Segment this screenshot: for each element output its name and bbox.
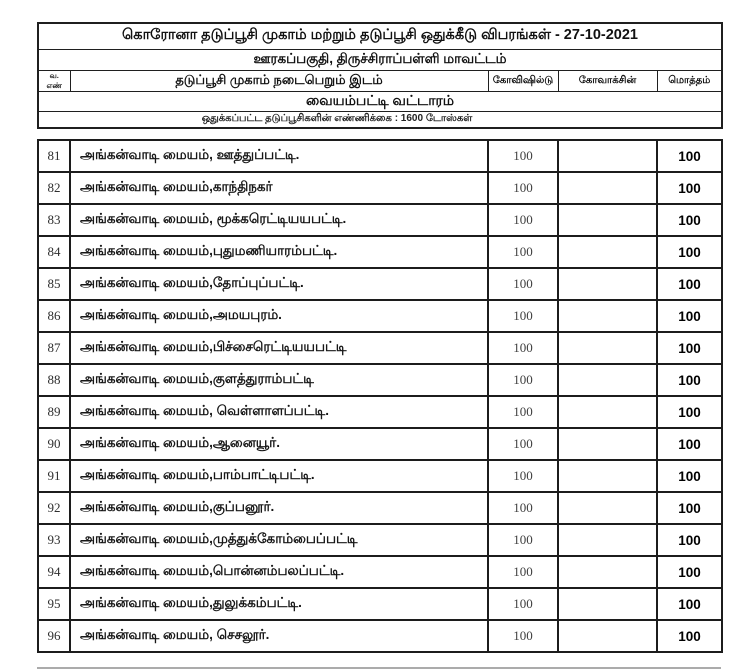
row-serial-number: 88 <box>38 364 70 396</box>
row-total-count: 100 <box>657 396 722 428</box>
block-section-title: வையம்பட்டி வட்டாரம் <box>38 91 722 111</box>
allocation-note: ஒதுக்கப்பட்ட தடுப்பூசிகளின் எண்ணிக்கை : 1600 டோஸ்கள் <box>38 111 722 128</box>
row-total-count: 100 <box>657 620 722 652</box>
row-total-count: 100 <box>657 268 722 300</box>
row-total-count: 100 <box>657 172 722 204</box>
row-covishield-count: 100 <box>488 204 558 236</box>
row-covishield-count: 100 <box>488 300 558 332</box>
row-total-count: 100 <box>657 364 722 396</box>
row-location: அங்கன்வாடி மையம்,தோப்புப்பட்டி. <box>70 268 488 300</box>
table-row <box>38 332 722 364</box>
column-header-serial: வ. எண் <box>38 70 70 91</box>
row-covaxin-count <box>558 268 657 300</box>
table-row <box>38 204 722 236</box>
row-location: அங்கன்வாடி மையம், செசலூர். <box>70 620 488 652</box>
row-serial-number: 96 <box>38 620 70 652</box>
column-header-total: மொத்தம் <box>657 70 722 91</box>
row-covishield-count: 100 <box>488 620 558 652</box>
row-location: அங்கன்வாடி மையம், வெள்ளாளப்பட்டி. <box>70 396 488 428</box>
row-covaxin-count <box>558 172 657 204</box>
row-location: அங்கன்வாடி மையம்,குளத்துராம்பட்டி <box>70 364 488 396</box>
row-total-count: 100 <box>657 524 722 556</box>
table-row <box>38 396 722 428</box>
row-covaxin-count <box>558 556 657 588</box>
row-location: அங்கன்வாடி மையம், மூக்கரெட்டியயபட்டி. <box>70 204 488 236</box>
row-location: அங்கன்வாடி மையம்,புதுமணியாரம்பட்டி. <box>70 236 488 268</box>
row-total-count: 100 <box>657 588 722 620</box>
table-row <box>38 300 722 332</box>
table-row <box>38 428 722 460</box>
row-covishield-count: 100 <box>488 396 558 428</box>
row-location: அங்கன்வாடி மையம், ஊத்துப்பட்டி. <box>70 140 488 172</box>
row-serial-number: 87 <box>38 332 70 364</box>
row-serial-number: 86 <box>38 300 70 332</box>
row-covaxin-count <box>558 364 657 396</box>
row-location: அங்கன்வாடி மையம்,காந்திநகர் <box>70 172 488 204</box>
row-covaxin-count <box>558 524 657 556</box>
row-serial-number: 83 <box>38 204 70 236</box>
row-covaxin-count <box>558 492 657 524</box>
row-total-count: 100 <box>657 428 722 460</box>
table-row <box>38 620 722 652</box>
row-serial-number: 84 <box>38 236 70 268</box>
table-row <box>38 236 722 268</box>
row-location: அங்கன்வாடி மையம்,பிச்சைரெட்டியயபட்டி <box>70 332 488 364</box>
row-serial-number: 89 <box>38 396 70 428</box>
row-serial-number: 95 <box>38 588 70 620</box>
row-location: அங்கன்வாடி மையம்,பாம்பாட்டிபட்டி. <box>70 460 488 492</box>
row-covaxin-count <box>558 620 657 652</box>
row-location: அங்கன்வாடி மையம்,குப்பனூர். <box>70 492 488 524</box>
report-header-table <box>37 22 723 129</box>
row-serial-number: 91 <box>38 460 70 492</box>
row-serial-number: 94 <box>38 556 70 588</box>
row-total-count: 100 <box>657 332 722 364</box>
row-covishield-count: 100 <box>488 492 558 524</box>
row-covaxin-count <box>558 204 657 236</box>
row-location: அங்கன்வாடி மையம்,துலுக்கம்பட்டி. <box>70 588 488 620</box>
table-row <box>38 460 722 492</box>
page-title: கொரோனா தடுப்பூசி முகாம் மற்றும் தடுப்பூசி ஒதுக்கீடு விபரங்கள் - 27-10-2021 <box>38 23 722 49</box>
row-total-count: 100 <box>657 140 722 172</box>
table-row <box>38 588 722 620</box>
row-covishield-count: 100 <box>488 332 558 364</box>
row-covishield-count: 100 <box>488 364 558 396</box>
row-location: அங்கன்வாடி மையம்,முத்துக்கோம்பைப்பட்டி <box>70 524 488 556</box>
column-header-covaxin: கோவாக்சின் <box>558 70 657 91</box>
row-location: அங்கன்வாடி மையம்,அமயபுரம். <box>70 300 488 332</box>
cutoff-next-row-line <box>37 667 721 669</box>
row-total-count: 100 <box>657 300 722 332</box>
row-covaxin-count <box>558 140 657 172</box>
row-covishield-count: 100 <box>488 236 558 268</box>
row-covaxin-count <box>558 236 657 268</box>
table-row <box>38 524 722 556</box>
row-covishield-count: 100 <box>488 140 558 172</box>
page-subtitle: ஊரகப்பகுதி, திருச்சிராப்பள்ளி மாவட்டம் <box>38 49 722 70</box>
column-header-covishield: கோவிஷில்டு <box>488 70 558 91</box>
row-serial-number: 81 <box>38 140 70 172</box>
row-serial-number: 92 <box>38 492 70 524</box>
row-covishield-count: 100 <box>488 460 558 492</box>
row-covishield-count: 100 <box>488 268 558 300</box>
row-covaxin-count <box>558 588 657 620</box>
row-serial-number: 90 <box>38 428 70 460</box>
row-covishield-count: 100 <box>488 588 558 620</box>
row-total-count: 100 <box>657 236 722 268</box>
row-covishield-count: 100 <box>488 428 558 460</box>
row-serial-number: 82 <box>38 172 70 204</box>
table-row <box>38 268 722 300</box>
table-row <box>38 172 722 204</box>
row-serial-number: 93 <box>38 524 70 556</box>
row-location: அங்கன்வாடி மையம்,பொன்னம்பலப்பட்டி. <box>70 556 488 588</box>
row-covishield-count: 100 <box>488 524 558 556</box>
table-row <box>38 556 722 588</box>
row-total-count: 100 <box>657 204 722 236</box>
vaccination-camps-table <box>37 139 723 653</box>
row-covaxin-count <box>558 396 657 428</box>
row-covaxin-count <box>558 300 657 332</box>
column-header-location: தடுப்பூசி முகாம் நடைபெறும் இடம் <box>70 70 488 91</box>
row-covishield-count: 100 <box>488 556 558 588</box>
row-total-count: 100 <box>657 460 722 492</box>
vaccination-table-body <box>38 140 722 652</box>
row-total-count: 100 <box>657 556 722 588</box>
table-row <box>38 140 722 172</box>
row-serial-number: 85 <box>38 268 70 300</box>
row-covishield-count: 100 <box>488 172 558 204</box>
row-total-count: 100 <box>657 492 722 524</box>
row-location: அங்கன்வாடி மையம்,ஆனையூர். <box>70 428 488 460</box>
row-covaxin-count <box>558 460 657 492</box>
row-covaxin-count <box>558 428 657 460</box>
row-covaxin-count <box>558 332 657 364</box>
table-row <box>38 364 722 396</box>
table-row <box>38 492 722 524</box>
